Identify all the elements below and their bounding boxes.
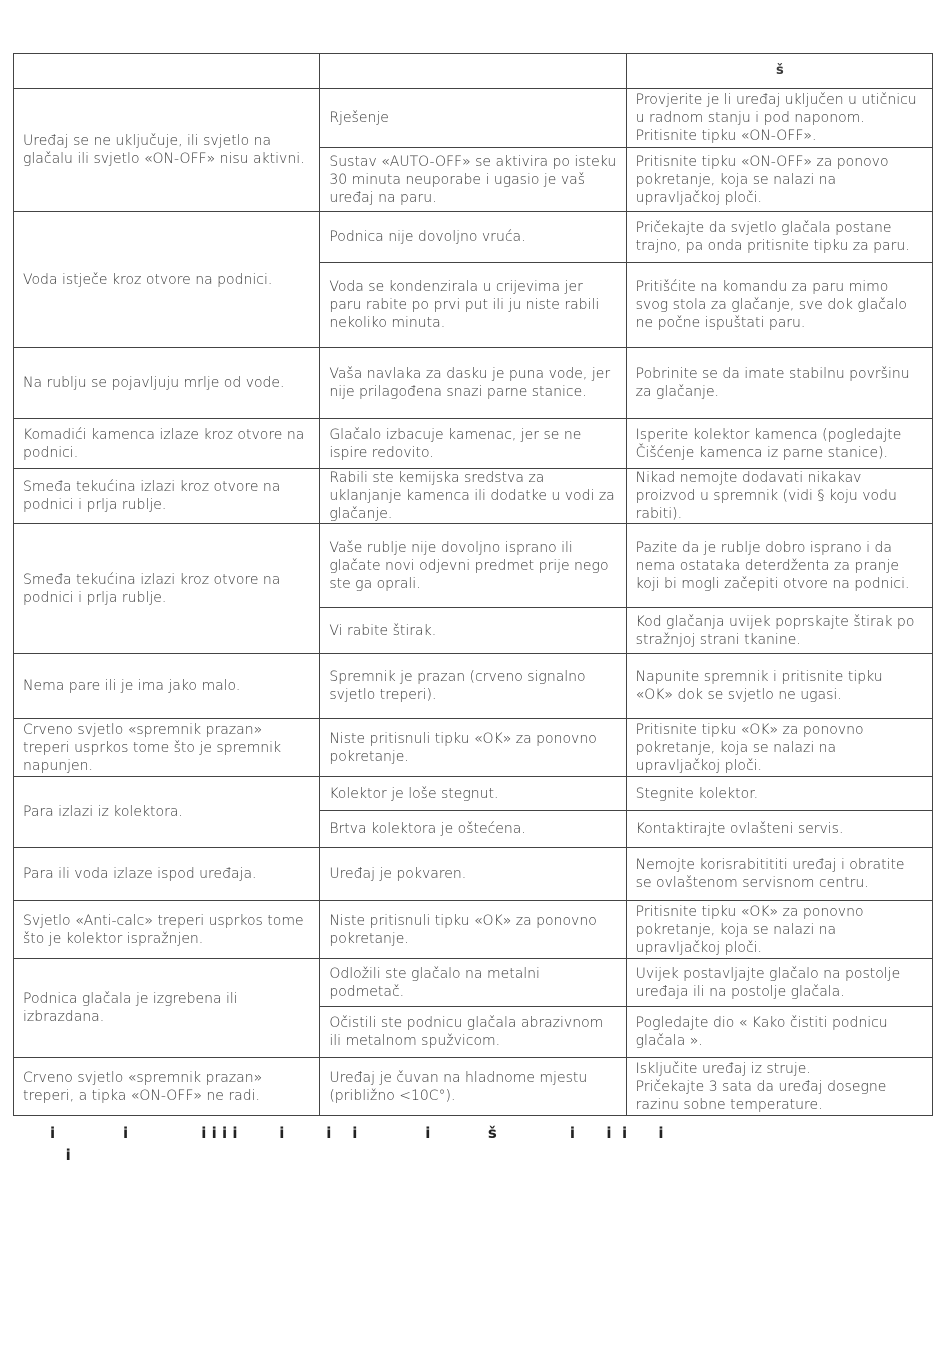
- table-row: [14, 212, 933, 263]
- solution-cell: Stegnite kolektor.: [626, 777, 932, 811]
- cause-cell: Vaša navlaka za dasku je puna vode, jer nije prilagođena snazi parne stanice.: [320, 348, 626, 419]
- cause-cell: Niste pritisnuli tipku «OK» za ponovno pokretanje.: [320, 719, 626, 777]
- cause-cell: Odložili ste glačalo na metalni podmetač.: [320, 959, 626, 1007]
- troubleshooting-table: [13, 53, 933, 1116]
- cause-cell: Vi rabite štirak.: [320, 608, 626, 654]
- solution-cell: Kontaktirajte ovlašteni servis.: [626, 811, 932, 848]
- problem-cell: Voda istječe kroz otvore na podnici.: [14, 212, 320, 348]
- solution-cell: Uvijek postavljajte glačalo na postolje uređaja ili na postolje glačala.: [626, 959, 932, 1007]
- table-row: [14, 524, 933, 608]
- cause-cell: Glačalo izbacuje kamenac, jer se ne ispire redovito.: [320, 419, 626, 469]
- table-header-row: [14, 54, 933, 89]
- cause-cell: Brtva kolektora je oštećena.: [320, 811, 626, 848]
- solution-cell: Provjerite je li uređaj uključen u utičnicu u radnom stanju i pod naponom. Pritisnite tipku «ON-OFF».: [626, 89, 932, 148]
- solution-cell: Nikad nemojte dodavati nikakav proizvod u spremnik (vidi § koju vodu rabiti).: [626, 469, 932, 524]
- solution-cell: Pazite da je rublje dobro isprano i da nema ostataka deterdženta za pranje koji bi mogli začepiti otvore na podnici.: [626, 524, 932, 608]
- solution-cell: Isključite uređaj iz struje. Pričekajte 3 sata da uređaj dosegne razinu sobne temperature.: [626, 1058, 932, 1116]
- cause-cell: Kolektor je loše stegnut.: [320, 777, 626, 811]
- problem-cell: Nema pare ili je ima jako malo.: [14, 654, 320, 719]
- cause-cell: Rješenje: [320, 89, 626, 148]
- problem-cell: Na rublju se pojavljuju mrlje od vode.: [14, 348, 320, 419]
- problem-cell: Smeđa tekućina izlazi kroz otvore na podnici i prlja rublje.: [14, 524, 320, 654]
- table-row: [14, 89, 933, 148]
- cause-cell: Očistili ste podnicu glačala abrazivnom ili metalnom spužvicom.: [320, 1007, 626, 1058]
- problem-cell: Para izlazi iz kolektora.: [14, 777, 320, 848]
- cause-cell: Rabili ste kemijska sredstva za uklanjanje kamenca ili dodatke u vodi za glačanje.: [320, 469, 626, 524]
- solution-cell: Pritisnite tipku «ON-OFF» za ponovo pokretanje, koja se nalazi na upravljačkoj ploči.: [626, 148, 932, 212]
- table-row: [14, 848, 933, 901]
- table-row: [14, 419, 933, 469]
- table-row: [14, 777, 933, 811]
- problem-cell: Podnica glačala je izgrebena ili izbrazdana.: [14, 959, 320, 1058]
- cause-cell: Spremnik je prazan (crveno signalno svjetlo treperi).: [320, 654, 626, 719]
- table-row: [14, 469, 933, 524]
- solution-cell: Nemojte korisrabitititi uređaj i obratite se ovlaštenom servisnom centru.: [626, 848, 932, 901]
- problem-cell: Smeđa tekućina izlazi kroz otvore na podnici i prlja rublje.: [14, 469, 320, 524]
- problem-cell: Para ili voda izlaze ispod uređaja.: [14, 848, 320, 901]
- table-row: [14, 719, 933, 777]
- solution-cell: Napunite spremnik i pritisnite tipku «OK» dok se svjetlo ne ugasi.: [626, 654, 932, 719]
- footer-line-2: i: [50, 1146, 71, 1164]
- cause-cell: Niste pritisnuli tipku «OK» za ponovno pokretanje.: [320, 901, 626, 959]
- header-cause: [320, 54, 626, 89]
- problem-cell: Crveno svjetlo «spremnik prazan» treperi, a tipka «ON-OFF» ne radi.: [14, 1058, 320, 1116]
- cause-cell: Sustav «AUTO-OFF» se aktivira po isteku 30 minuta neuporabe i ugasio je vaš uređaj na paru.: [320, 148, 626, 212]
- header-problem: [14, 54, 320, 89]
- solution-cell: Pričekajte da svjetlo glačala postane trajno, pa onda pritisnite tipku za paru.: [626, 212, 932, 263]
- table-row: [14, 901, 933, 959]
- solution-cell: Pogledajte dio « Kako čistiti podnicu glačala ».: [626, 1007, 932, 1058]
- solution-cell: Pobrinite se da imate stabilnu površinu za glačanje.: [626, 348, 932, 419]
- table-row: [14, 1058, 933, 1116]
- cause-cell: Voda se kondenzirala u crijevima jer paru rabite po prvi put ili ju niste rabili nekoliko minuta.: [320, 263, 626, 348]
- table-row: [14, 348, 933, 419]
- solution-cell: Pritišćite na komandu za paru mimo svog stola za glačanje, sve dok glačalo ne počne ispuštati paru.: [626, 263, 932, 348]
- solution-cell: Isperite kolektor kamenca (pogledajte Čišćenje kamenca iz parne stanice).: [626, 419, 932, 469]
- table-row: [14, 959, 933, 1007]
- header-solution: š: [626, 54, 932, 89]
- footer-line-1: i i i i i i i i i i š i i i i: [50, 1124, 664, 1142]
- problem-cell: Svjetlo «Anti-calc» treperi usprkos tome što je kolektor ispražnjen.: [14, 901, 320, 959]
- problem-cell: Uređaj se ne uključuje, ili svjetlo na glačalu ili svjetlo «ON-OFF» nisu aktivni.: [14, 89, 320, 212]
- solution-cell: Pritisnite tipku «OK» za ponovno pokretanje, koja se nalazi na upravljačkoj ploči.: [626, 901, 932, 959]
- table-row: [14, 654, 933, 719]
- problem-cell: Crveno svjetlo «spremnik prazan» treperi usprkos tome što je spremnik napunjen.: [14, 719, 320, 777]
- solution-cell: Kod glačanja uvijek poprskajte štirak po stražnjoj strani tkanine.: [626, 608, 932, 654]
- solution-cell: Pritisnite tipku «OK» za ponovno pokretanje, koja se nalazi na upravljačkoj ploči.: [626, 719, 932, 777]
- cause-cell: Podnica nije dovoljno vruća.: [320, 212, 626, 263]
- problem-cell: Komadići kamenca izlaze kroz otvore na podnici.: [14, 419, 320, 469]
- cause-cell: Uređaj je čuvan na hladnome mjestu (približno <10C°).: [320, 1058, 626, 1116]
- footer-note: [50, 1122, 900, 1166]
- cause-cell: Uređaj je pokvaren.: [320, 848, 626, 901]
- cause-cell: Vaše rublje nije dovoljno isprano ili glačate novi odjevni predmet prije nego ste ga oprali.: [320, 524, 626, 608]
